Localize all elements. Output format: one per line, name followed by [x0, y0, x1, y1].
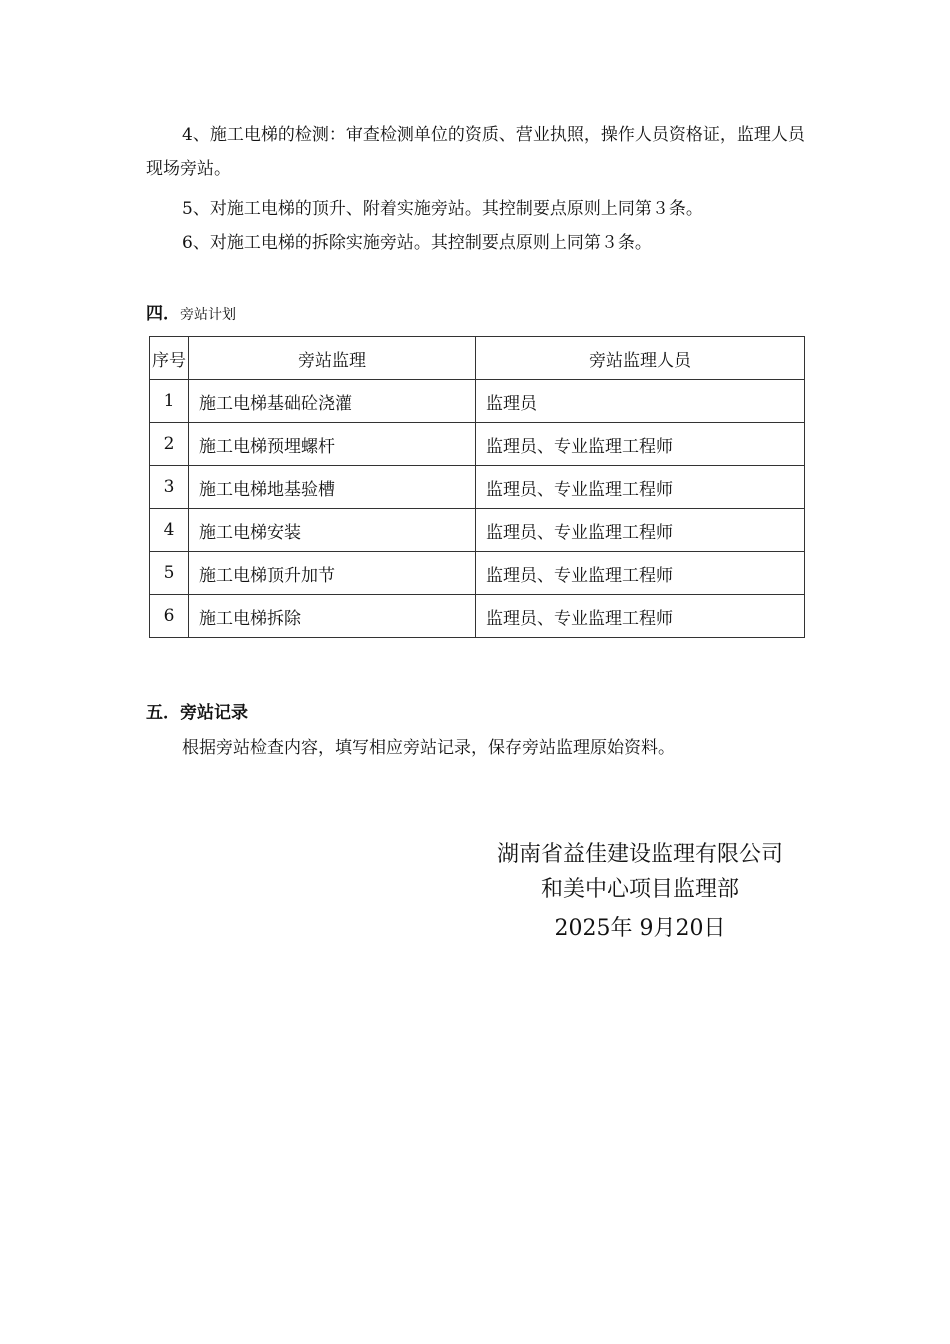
row-personnel: 监理员、专业监理工程师: [476, 509, 805, 552]
signature-date: 2025年 9月20日: [554, 916, 726, 941]
row-personnel: 监理员、专业监理工程师: [476, 552, 805, 595]
row-personnel: 监理员、专业监理工程师: [476, 466, 805, 509]
section-4-title: 旁站计划: [180, 307, 236, 323]
row-index: 3: [150, 466, 189, 509]
row-personnel: 监理员、专业监理工程师: [476, 423, 805, 466]
row-index: 2: [150, 423, 189, 466]
header-index: 序号: [150, 337, 189, 380]
row-item: 施工电梯预埋螺杆: [189, 423, 476, 466]
row-index: 1: [150, 380, 189, 423]
header-item: 旁站监理: [189, 337, 476, 380]
section-4-heading: [146, 302, 236, 327]
table-row: [150, 423, 805, 466]
signature-company: 湖南省益佳建设监理有限公司: [496, 842, 783, 867]
row-index: 6: [150, 595, 189, 638]
row-personnel: 监理员、专业监理工程师: [476, 595, 805, 638]
table-row: [150, 595, 805, 638]
row-index: 5: [150, 552, 189, 595]
row-item: 施工电梯拆除: [189, 595, 476, 638]
section-5-title: 五．旁站记录: [146, 703, 248, 723]
row-item: 施工电梯安装: [189, 509, 476, 552]
header-personnel: 旁站监理人员: [476, 337, 805, 380]
signature-department: 和美中心项目监理部: [540, 877, 739, 902]
paragraph-item-5: 5、对施工电梯的顶升、附着实施旁站。其控制要点原则上同第３条。: [182, 199, 703, 219]
paragraph-item-6: 6、对施工电梯的拆除实施旁站。其控制要点原则上同第３条。: [182, 233, 652, 253]
table-header-row: [150, 337, 805, 380]
supervision-plan-table: [149, 336, 805, 638]
row-index: 4: [150, 509, 189, 552]
row-item: 施工电梯顶升加节: [189, 552, 476, 595]
row-item: 施工电梯地基验槽: [189, 466, 476, 509]
table-row: [150, 380, 805, 423]
paragraph-item-4: 4、施工电梯的检测：审查检测单位的资质、营业执照，操作人员资格证，监理人员现场旁站。: [146, 125, 805, 179]
table-row: [150, 552, 805, 595]
section-5-body: 根据旁站检查内容，填写相应旁站记录，保存旁站监理原始资料。: [182, 738, 675, 758]
row-item: 施工电梯基础砼浇灌: [189, 380, 476, 423]
table-row: [150, 509, 805, 552]
row-personnel: 监理员: [476, 380, 805, 423]
section-4-number: 四．: [146, 304, 180, 324]
table-row: [150, 466, 805, 509]
